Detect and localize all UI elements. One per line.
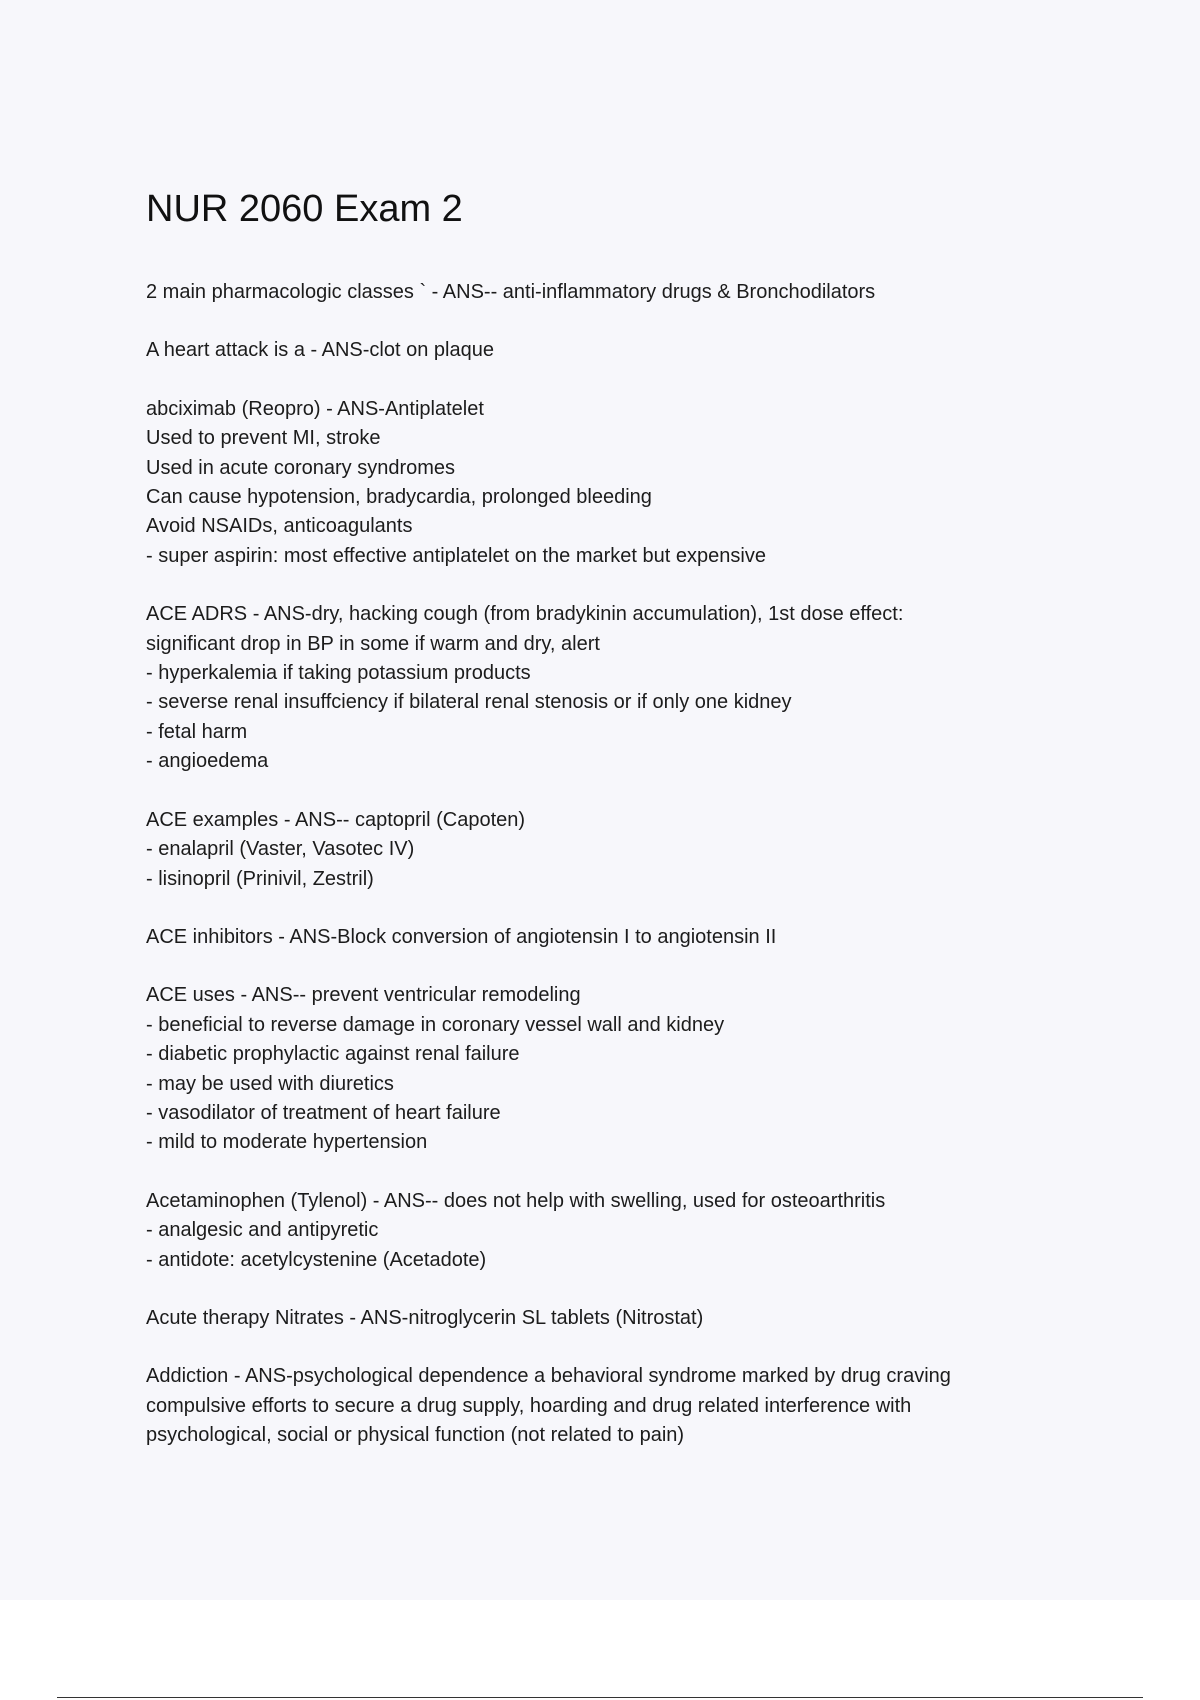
qa-entry <box>146 1304 1106 1333</box>
entry-detail-line: - enalapril (Vaster, Vasotec IV) <box>146 838 415 861</box>
entry-detail-line: significant drop in BP in some if warm and dry, alert <box>146 632 600 655</box>
qa-entry <box>146 278 1106 307</box>
entry-detail-line: - diabetic prophylactic against renal failure <box>146 1043 520 1066</box>
entry-question-line: Addiction - ANS-psychological dependence a behavioral syndrome marked by drug craving <box>146 1365 951 1388</box>
entry-detail-line: - mild to moderate hypertension <box>146 1131 428 1154</box>
document-title: NUR 2060 Exam 2 <box>146 188 463 230</box>
entry-detail-line: - angioedema <box>146 750 269 773</box>
entry-detail-line: compulsive efforts to secure a drug supply, hoarding and drug related interference with <box>146 1394 912 1417</box>
entry-question-line: ACE inhibitors - ANS-Block conversion of angiotensin I to angiotensin II <box>146 925 777 948</box>
entry-detail-line: Used to prevent MI, stroke <box>146 427 381 450</box>
entry-detail-line: - antidote: acetylcystenine (Acetadote) <box>146 1248 487 1271</box>
entry-list <box>146 278 1106 1451</box>
entry-question-line: ACE uses - ANS-- prevent ventricular remodeling <box>146 984 581 1007</box>
qa-entry <box>146 336 1106 365</box>
entry-detail-line: Used in acute coronary syndromes <box>146 456 456 479</box>
entry-question-line: A heart attack is a - ANS-clot on plaque <box>146 339 494 362</box>
document-content <box>146 186 1106 1480</box>
entry-detail-line: Can cause hypotension, bradycardia, prolonged bleeding <box>146 486 652 509</box>
qa-entry <box>146 981 1106 1157</box>
footer-divider <box>57 1697 1143 1698</box>
entry-question-line: Acetaminophen (Tylenol) - ANS-- does not help with swelling, used for osteoarthritis <box>146 1189 886 1212</box>
entry-detail-line: - beneficial to reverse damage in coronary vessel wall and kidney <box>146 1013 725 1036</box>
entry-detail-line: - hyperkalemia if taking potassium products <box>146 662 531 685</box>
entry-detail-line: - lisinopril (Prinivil, Zestril) <box>146 867 374 890</box>
entry-detail-line: - may be used with diuretics <box>146 1072 394 1095</box>
entry-question-line: abciximab (Reopro) - ANS-Antiplatelet <box>146 397 484 420</box>
qa-entry <box>146 1187 1106 1275</box>
entry-detail-line: - severse renal insuffciency if bilateral renal stenosis or if only one kidney <box>146 691 792 714</box>
entry-detail-line: - fetal harm <box>146 720 248 743</box>
entry-question-line: ACE examples - ANS-- captopril (Capoten) <box>146 808 526 831</box>
entry-question-line: 2 main pharmacologic classes ` - ANS-- anti-inflammatory drugs & Bronchodilators <box>146 281 876 303</box>
qa-entry <box>146 395 1106 571</box>
qa-entry <box>146 600 1106 776</box>
entry-question-line: ACE ADRS - ANS-dry, hacking cough (from bradykinin accumulation), 1st dose effect: <box>146 603 904 626</box>
entry-question-line: Acute therapy Nitrates - ANS-nitroglycerin SL tablets (Nitrostat) <box>146 1306 704 1329</box>
entry-detail-line: - analgesic and antipyretic <box>146 1219 379 1242</box>
entry-detail-line: - super aspirin: most effective antiplatelet on the market but expensive <box>146 544 766 567</box>
entry-detail-line: Avoid NSAIDs, anticoagulants <box>146 515 413 538</box>
qa-entry <box>146 1362 1106 1450</box>
qa-entry <box>146 923 1106 952</box>
entry-detail-line: psychological, social or physical function (not related to pain) <box>146 1424 685 1447</box>
qa-entry <box>146 806 1106 894</box>
entry-detail-line: - vasodilator of treatment of heart failure <box>146 1101 501 1124</box>
